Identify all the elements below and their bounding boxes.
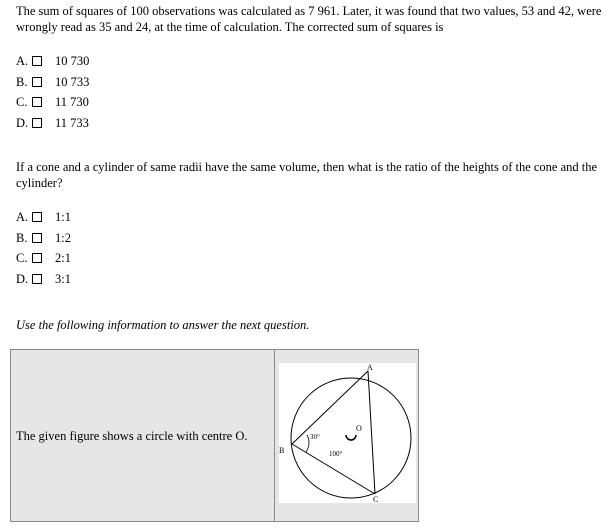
figure-cell bbox=[275, 350, 418, 521]
option-letter: D. bbox=[16, 271, 29, 286]
centre-o-label: O bbox=[356, 424, 362, 433]
option-letter: A. bbox=[16, 54, 29, 69]
point-a-label: A bbox=[367, 363, 373, 372]
question-2-options bbox=[16, 207, 71, 289]
circle-diagram bbox=[279, 363, 416, 503]
checkbox[interactable] bbox=[32, 253, 42, 263]
circle-figure bbox=[279, 363, 416, 503]
option-value: 3:1 bbox=[55, 271, 71, 286]
option-value: 2:1 bbox=[55, 251, 71, 266]
option-letter: B. bbox=[16, 74, 28, 89]
option-a[interactable] bbox=[16, 207, 71, 228]
option-letter: D. bbox=[16, 115, 29, 130]
option-letter: A. bbox=[16, 210, 29, 225]
angle-100-label: 100° bbox=[329, 450, 343, 458]
option-d[interactable] bbox=[16, 113, 89, 134]
option-value: 1:2 bbox=[55, 230, 71, 245]
point-c-label: C bbox=[373, 495, 379, 503]
option-b[interactable] bbox=[16, 72, 89, 93]
option-value: 10 730 bbox=[55, 54, 90, 69]
option-letter: B. bbox=[16, 230, 28, 245]
description-cell bbox=[11, 350, 275, 521]
point-b-label: B bbox=[279, 446, 285, 455]
question-1-options bbox=[16, 51, 89, 133]
option-value: 1:1 bbox=[55, 210, 71, 225]
option-letter: C. bbox=[16, 95, 28, 110]
option-value: 11 730 bbox=[55, 95, 89, 110]
checkbox[interactable] bbox=[32, 233, 42, 243]
option-letter: C. bbox=[16, 251, 28, 266]
checkbox[interactable] bbox=[32, 56, 42, 66]
checkbox[interactable] bbox=[32, 118, 42, 128]
option-c[interactable] bbox=[16, 92, 89, 113]
angle-30-label: 30° bbox=[310, 433, 320, 441]
option-b[interactable] bbox=[16, 228, 71, 249]
chord-ac bbox=[368, 371, 375, 494]
info-table bbox=[10, 349, 419, 522]
question-2-text: If a cone and a cylinder of same radii have the same volume, then what is the ratio of the heights of the cone and the cylinder? bbox=[16, 160, 598, 190]
description-text: The given figure shows a circle with centre O. bbox=[16, 428, 248, 443]
angle-30-arc bbox=[306, 435, 309, 452]
option-a[interactable] bbox=[16, 51, 89, 72]
option-c[interactable] bbox=[16, 248, 71, 269]
option-value: 10 733 bbox=[55, 74, 90, 89]
checkbox[interactable] bbox=[32, 97, 42, 107]
info-text: Use the following information to answer the next question. bbox=[16, 318, 310, 332]
option-d[interactable] bbox=[16, 269, 71, 290]
angle-100-arc bbox=[346, 435, 356, 440]
checkbox[interactable] bbox=[32, 274, 42, 284]
checkbox[interactable] bbox=[32, 212, 42, 222]
question-1-text: The sum of squares of 100 observations was calculated as 7 961. Later, it was found that two values, 53 and 42, were wrongly read as 35 and 24, at the time of calculation. The corrected sum of squares is bbox=[16, 4, 602, 34]
checkbox[interactable] bbox=[32, 77, 42, 87]
option-value: 11 733 bbox=[55, 115, 89, 130]
